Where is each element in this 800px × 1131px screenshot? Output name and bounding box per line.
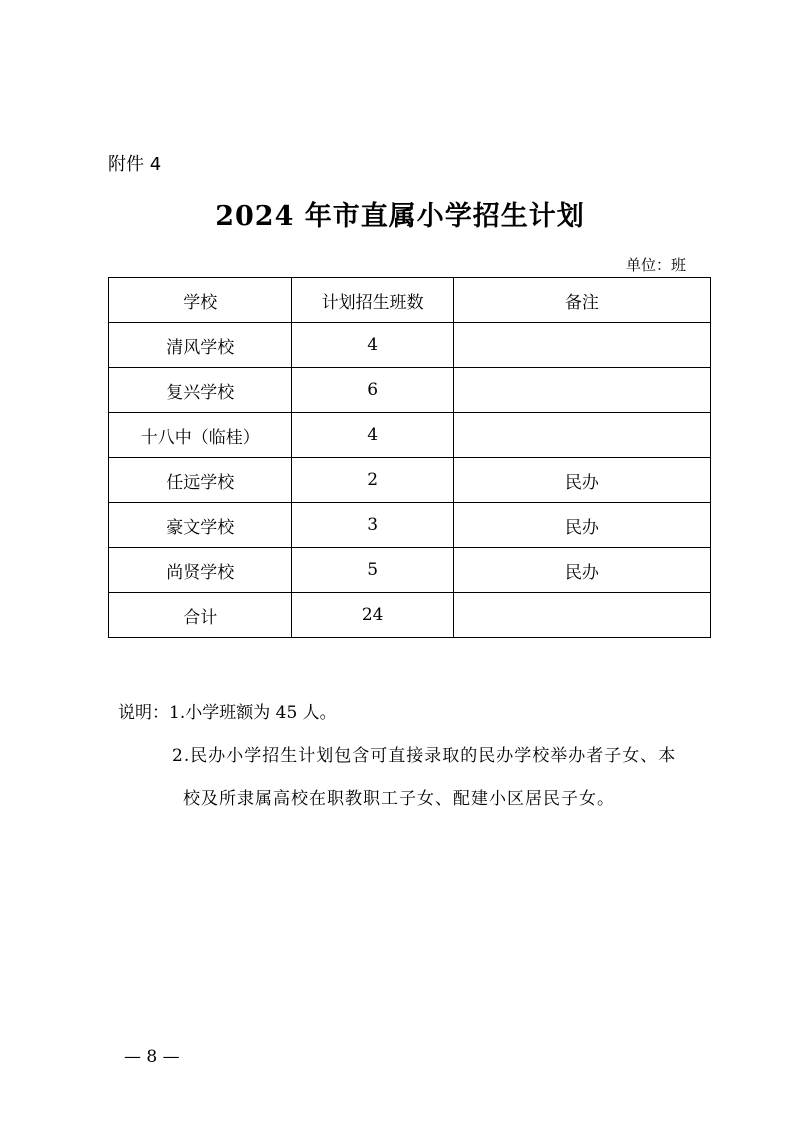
- remarks: [453, 323, 710, 368]
- school-name: 清风学校: [109, 323, 292, 368]
- total-label: 合计: [109, 593, 292, 638]
- total-classes: 24: [292, 593, 453, 638]
- school-name: 十八中（临桂）: [109, 413, 292, 458]
- header-planned-classes: 计划招生班数: [292, 278, 453, 323]
- remarks: 民办: [453, 548, 710, 593]
- school-name: 豪文学校: [109, 503, 292, 548]
- page-number: — 8 —: [124, 1047, 180, 1067]
- table-row: [109, 548, 711, 593]
- remarks: [453, 368, 710, 413]
- document-title: 2024 年市直属小学招生计划: [215, 201, 585, 232]
- header-school: 学校: [109, 278, 292, 323]
- school-name: 复兴学校: [109, 368, 292, 413]
- table-row: [109, 458, 711, 503]
- planned-classes: 5: [292, 548, 453, 593]
- remarks: [453, 593, 710, 638]
- planned-classes: 2: [292, 458, 453, 503]
- note-line-2: 2.民办小学招生计划包含可直接录取的民办学校举办者子女、本: [172, 746, 677, 766]
- enrollment-plan-table: [108, 277, 711, 638]
- planned-classes: 4: [292, 413, 453, 458]
- table-header-row: [109, 278, 711, 323]
- remarks: 民办: [453, 503, 710, 548]
- attachment-label: 附件 4: [108, 154, 162, 175]
- header-remarks: 备注: [453, 278, 710, 323]
- unit-label: 单位：班: [626, 256, 687, 274]
- table-total-row: [109, 593, 711, 638]
- note-line-3: 校及所隶属高校在职教职工子女、配建小区居民子女。: [183, 789, 615, 809]
- planned-classes: 4: [292, 323, 453, 368]
- table-row: [109, 413, 711, 458]
- school-name: 尚贤学校: [109, 548, 292, 593]
- planned-classes: 3: [292, 503, 453, 548]
- table-row: [109, 368, 711, 413]
- note-line-1: 说明：1.小学班额为 45 人。: [118, 703, 337, 723]
- table-row: [109, 503, 711, 548]
- remarks: 民办: [453, 458, 710, 503]
- remarks: [453, 413, 710, 458]
- school-name: 任远学校: [109, 458, 292, 503]
- table-row: [109, 323, 711, 368]
- planned-classes: 6: [292, 368, 453, 413]
